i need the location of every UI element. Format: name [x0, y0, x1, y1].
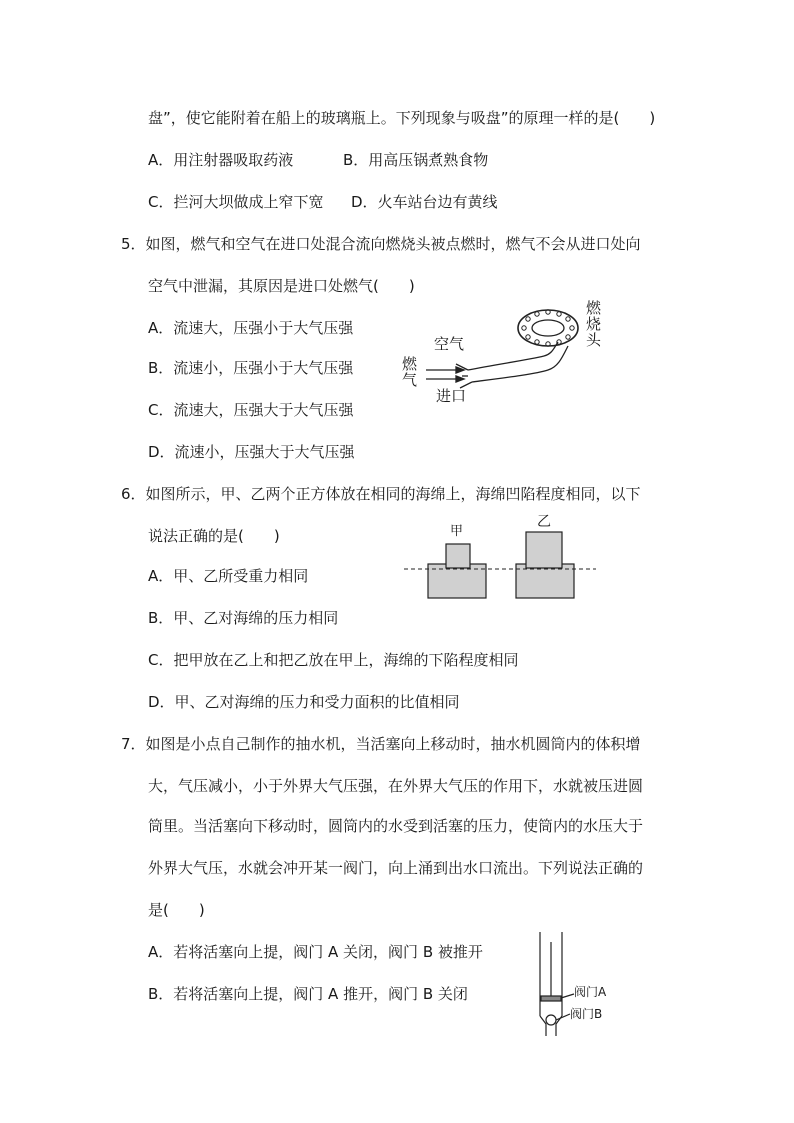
q5-stem-line2: 空气中泄漏，其原因是进口处燃气( ) — [148, 277, 415, 295]
q5-option-c[interactable]: C．流速大，压强大于大气压强 — [148, 401, 354, 419]
burner-label-2: 烧 — [586, 315, 602, 333]
burner-label-1: 燃 — [586, 299, 602, 317]
q4-option-a[interactable]: A．用注射器吸取药液 — [148, 151, 294, 169]
gas-label-2: 气 — [402, 371, 418, 389]
burner-diagram — [398, 298, 608, 410]
q7-stem-line5: 是( ) — [148, 901, 205, 919]
air-label: 空气 — [434, 335, 465, 353]
q4-option-d[interactable]: D．火车站台边有黄线 — [351, 193, 498, 211]
q7-option-b[interactable]: B．若将活塞向上提，阀门 A 推开，阀门 B 关闭 — [148, 985, 468, 1003]
q6-option-b[interactable]: B．甲、乙对海绵的压力相同 — [148, 609, 339, 627]
q6-option-c[interactable]: C．把甲放在乙上和把乙放在甲上，海绵的下陷程度相同 — [148, 651, 519, 669]
burner-label-3: 头 — [586, 331, 602, 349]
q7-option-a[interactable]: A．若将活塞向上提，阀门 A 关闭，阀门 B 被推开 — [148, 943, 483, 961]
cube-yi-label: 乙 — [537, 514, 551, 530]
valve-b-label: 阀门B — [570, 1007, 603, 1021]
q7-stem-line4: 外界大气压，水就会冲开某一阀门，向上涌到出水口流出。下列说法正确的 — [148, 859, 644, 877]
q7-pump-figure — [518, 932, 618, 1042]
q5-stem-line1: 5．如图，燃气和空气在进口处混合流向燃烧头被点燃时，燃气不会从进口处向 — [121, 235, 641, 253]
valve-a-label: 阀门A — [574, 985, 607, 999]
gas-label-1: 燃 — [402, 355, 418, 373]
q5-option-d[interactable]: D．流速小，压强大于大气压强 — [148, 443, 355, 461]
cube-jia-label: 甲 — [450, 524, 464, 539]
cubes-diagram — [404, 514, 596, 604]
inlet-label: 进口 — [436, 387, 467, 405]
cube-jia — [446, 544, 470, 568]
q6-option-d[interactable]: D．甲、乙对海绵的压力和受力面积的比值相同 — [148, 693, 460, 711]
q5-option-b[interactable]: B．流速小，压强小于大气压强 — [148, 359, 354, 377]
q5-burner-figure — [398, 298, 608, 410]
q6-option-a[interactable]: A．甲、乙所受重力相同 — [148, 567, 309, 585]
q4-stem-tail: 盘”，使它能附着在船上的玻璃瓶上。下列现象与吸盘”的原理一样的是( ) — [148, 109, 656, 127]
q4-option-c[interactable]: C．拦河大坝做成上窄下宽 — [148, 193, 324, 211]
q5-option-a[interactable]: A．流速大，压强小于大气压强 — [148, 319, 354, 337]
q4-option-b[interactable]: B．用高压锅煮熟食物 — [343, 151, 489, 169]
q7-stem-line2: 大，气压减小，小于外界大气压强，在外界大气压的作用下，水就被压进圆 — [148, 777, 644, 795]
q7-stem-line3: 筒里。当活塞向下移动时，圆筒内的水受到活塞的压力，使筒内的水压大于 — [148, 817, 644, 835]
q6-stem-line2: 说法正确的是( ) — [148, 527, 280, 545]
cube-yi — [526, 532, 562, 568]
q6-cubes-figure — [404, 514, 596, 604]
q7-stem-line1: 7．如图是小点自己制作的抽水机，当活塞向上移动时，抽水机圆筒内的体积增 — [121, 735, 641, 753]
q6-stem-line1: 6．如图所示，甲、乙两个正方体放在相同的海绵上，海绵凹陷程度相同，以下 — [121, 485, 641, 503]
